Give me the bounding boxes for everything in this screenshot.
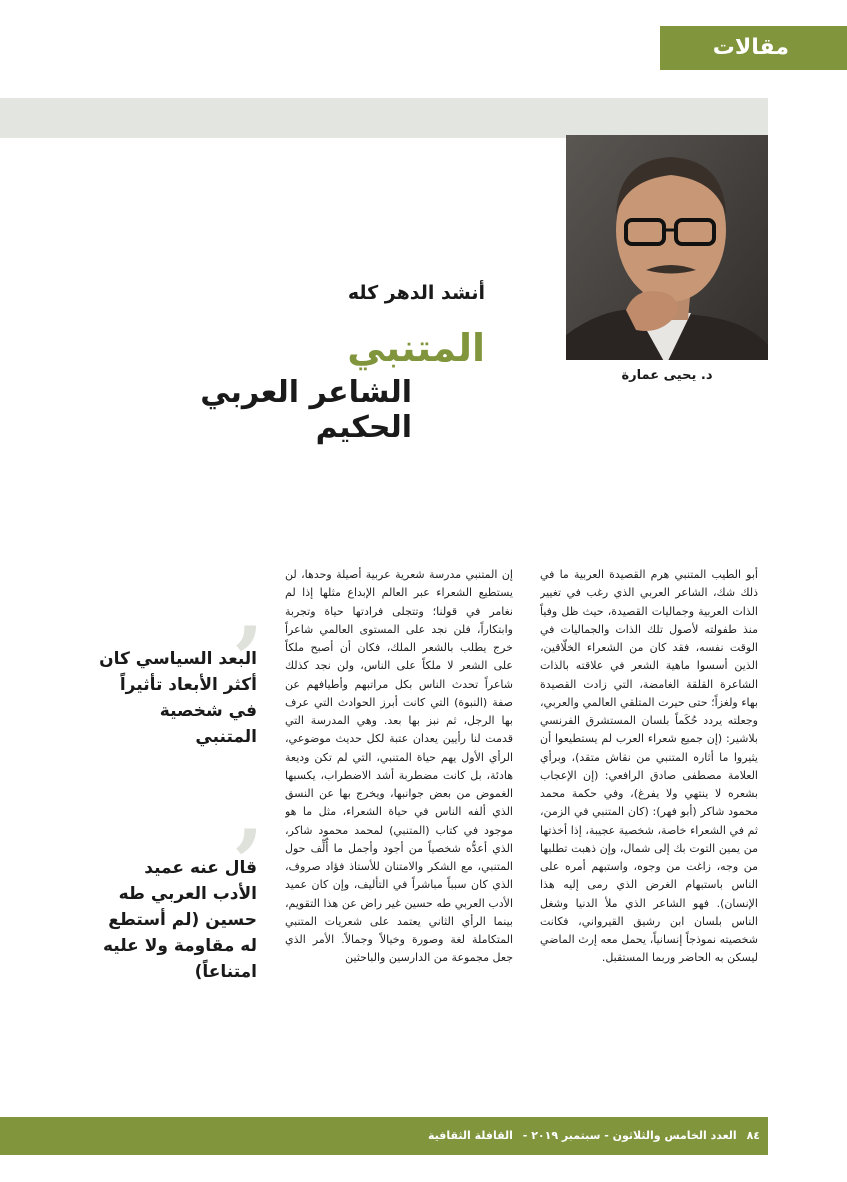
author-portrait-illustration [566, 135, 768, 391]
footer [300, 1117, 760, 1155]
body-column-right [540, 566, 758, 1098]
article-title: المتنبي [347, 326, 485, 370]
header-band [0, 98, 768, 138]
body-column-left [285, 566, 513, 1098]
magazine-name: القافلة الثقافية [428, 1129, 513, 1142]
quote-mark-icon: ’ [232, 607, 264, 713]
author-caption: د. يحيى عمارة [566, 360, 768, 391]
issue-info: العدد الخامس والثلاثون - سبتمبر ٢٠١٩ - [522, 1129, 737, 1142]
author-photo [566, 135, 768, 391]
quote-mark-icon: ’ [232, 810, 264, 916]
pullquote-1: البعد السياسي كان أكثر الأبعاد تأثيراً في شخصية المتنبي [99, 649, 257, 747]
page-number: ٨٤ [746, 1129, 760, 1142]
body-paragraph: إن المتنبي مدرسة شعرية عربية أصيلة وحدها، لن يستطيع الشعراء عبر العالم الإبداع مثلها إذا لم نغامر في قولنا؛ وتتجلى فرادتها حياة وتجربة وابتكاراً، فلن نجد على المستوى العالمي شاعراً خرج يطلب بالشعر الملك، فكان أن أصبح ملكاً على الشعر لا ملكاً على الناس، ولن نجد كذلك شاعراً تحدث الناس بكل مراتبهم وأطيافهم عن صفة (النبوة) التي كانت أبرز الحوادث التي عرف بها الرجل، ثم نبز بها بعد. وهي المدرسة التي قدمت لنا رأيين يعدان عتبة لكل حديث موضوعي، الرأي الأول يهم حياة المتنبي، التي لم تكن وديعة هادئة، بل كانت مضطربة أشد الاضطراب، يكسبها الغموض من بعض جوانبها، ويخرج بها عن النسق الذي ألفه الناس في حياة الشعراء، مثل ما هو موجود في كتاب (المتنبي) لمحمد محمود شاكر، الذي أعدُّه شخصياً من أجود وأجمل ما أُلِّف حول المتنبي، مع الشكر والامتنان للأستاذ فؤاد صروف، الذي كان سبباً مباشراً في التأليف، وإن كان عميد الأدب العربي طه حسين غير راض عن هذا التقويم، بينما الرأي الثاني يعتمد على شعريات المتنبي المتكاملة لغة وصورة وخيالاً وجمالاً. الأمر الذي جعل مجموعة من الدارسين والباحثين [285, 568, 513, 965]
pullquote-2: قال عنه عميد الأدب العربي طه حسين (لم أستطع له مقاومة ولا عليه امتناعاً) [102, 858, 257, 982]
article-subtitle: الشاعر العربي الحكيم [200, 375, 412, 445]
section-title: مقالات [712, 35, 789, 60]
article-supertitle: أنشد الدهر كله [347, 282, 485, 304]
body-paragraph: أبو الطيب المتنبي هرم القصيدة العربية ما في ذلك شك، الشاعر العربي الذي رغب في تغيير الذات العربية وجماليات القصيدة، حيث ظل وفياً منذ طفولته لأصول تلك الذات والجماليات في الوقت نفسه، فقد كان من الشعراء الخلّاقين، الذين أسسوا ماهية الشعر في علاقته بالذات الشاعرة القلقة الغامضة، التي زادت القصيدة بهاء ولغزاً؛ حتى حيرت المتلقي العالمي والعربي، وجعلته يردد حُكَماً بلسان المستشرق الفرنسي بلاشير: (إن جميع شعراء العرب لم يستطيعوا أن يثيروا ما أثاره المتنبي من نقاش متقد)، وبرأي العلامة مصطفى صادق الرافعي: (إن الإعجاب بشعره لا ينتهي ولا يفرغ)، وفي حكمة محمد محمود شاكر (أبو فهر): (كان المتنبي في الزمن، ثم في الشعراء خاصة، شخصية عجيبة، إذا أخذتها من يمين التوت بك إلى شمال، وإن ذهبت تطلبها من وجه، زاغت من وجوه، واستبهم أمره على الناس باستبهام الغرض الذي رمى إليه هذا الإنسان). فهو الشاعر الذي ملأ الدنيا وشغل الناس بلسان ابن رشيق القيرواني، فكانت شخصيته نموذجاً إنسانياً، يحمل معه إرث الماضي ليسكن به الحاضر وربما المستقبل. [540, 568, 758, 965]
